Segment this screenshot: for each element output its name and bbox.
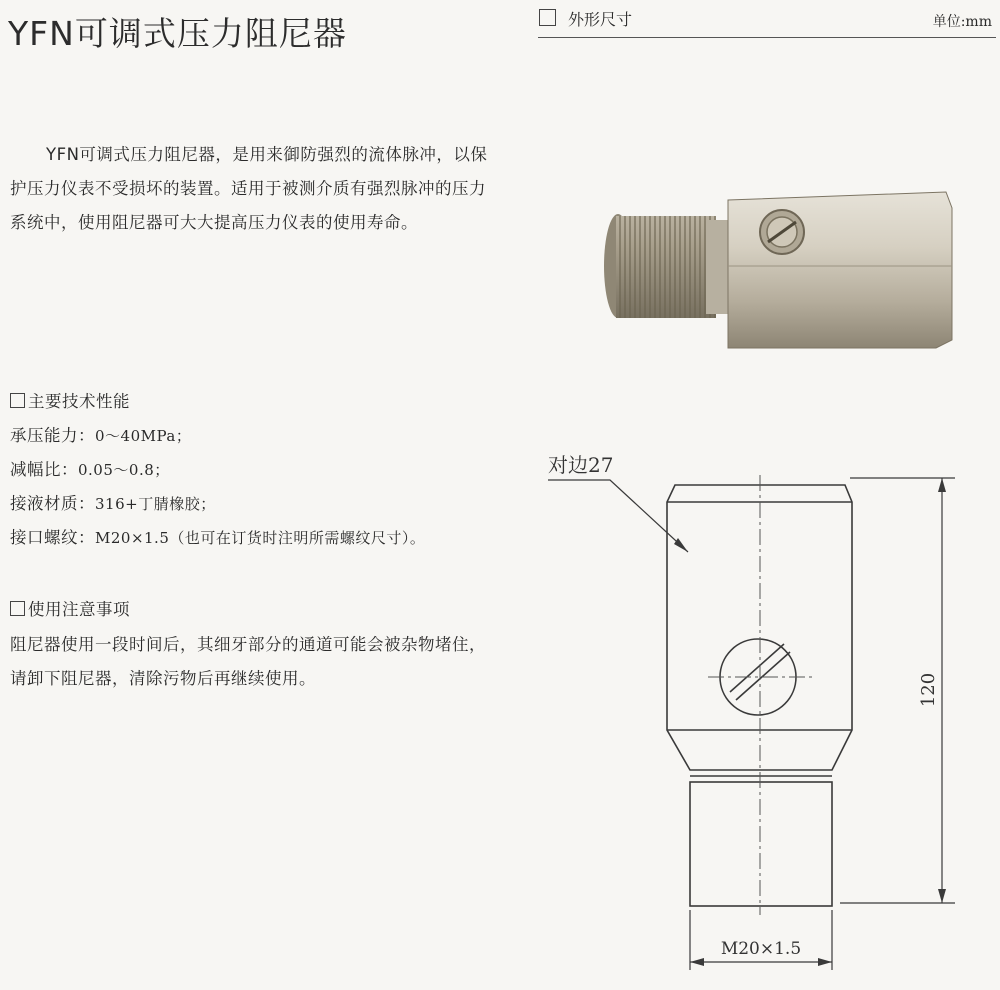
intro-paragraph: YFN可调式压力阻尼器，是用来御防强烈的流体脉冲，以保护压力仪表不受损坏的装置。适用于被测介质有强烈脉冲的压力系统中，使用阻尼器可大大提高压力仪表的使用寿命。 [10, 145, 488, 232]
unit-label: 单位:mm [932, 14, 992, 30]
spec-row-pressure [10, 422, 191, 446]
spec-value: 0～40MPa； [95, 427, 192, 445]
product-photo [596, 190, 956, 360]
thread-dimension-label: M20×1.5 [720, 939, 802, 959]
spec-label: 接液材质： [10, 494, 95, 513]
checkbox-icon [539, 9, 556, 26]
notice-heading-label: 使用注意事项 [28, 600, 130, 619]
spec-value: M20×1.5（也可在订货时注明所需螺纹尺寸）。 [95, 529, 426, 547]
dimensions-heading: 外形尺寸 [568, 10, 633, 29]
across-flats-label: 对边27 [548, 453, 614, 477]
dimensions-header [538, 5, 996, 38]
thread-outline [690, 782, 832, 906]
specs-heading [10, 388, 130, 412]
spec-label: 接口螺纹： [10, 528, 95, 547]
page-title: YFN可调式压力阻尼器 [8, 14, 347, 53]
specs-heading-label: 主要技术性能 [28, 392, 130, 411]
notice-heading [10, 596, 130, 620]
spec-value: 0.05～0.8； [78, 461, 170, 479]
spec-row-material [10, 490, 216, 514]
spec-row-damping-ratio [10, 456, 170, 480]
height-dimension-label: 120 [918, 672, 939, 708]
spec-row-thread [10, 524, 425, 548]
spec-label: 承压能力： [10, 426, 95, 445]
spec-value: 316+丁腈橡胶； [95, 495, 216, 513]
checkbox-icon [10, 601, 25, 616]
checkbox-icon [10, 393, 25, 408]
spec-label: 减幅比： [10, 460, 78, 479]
notice-paragraph: 阻尼器使用一段时间后，其细牙部分的通道可能会被杂物堵住，请卸下阻尼器，清除污物后再继续使用。 [10, 635, 486, 688]
dimension-drawing [540, 440, 970, 980]
